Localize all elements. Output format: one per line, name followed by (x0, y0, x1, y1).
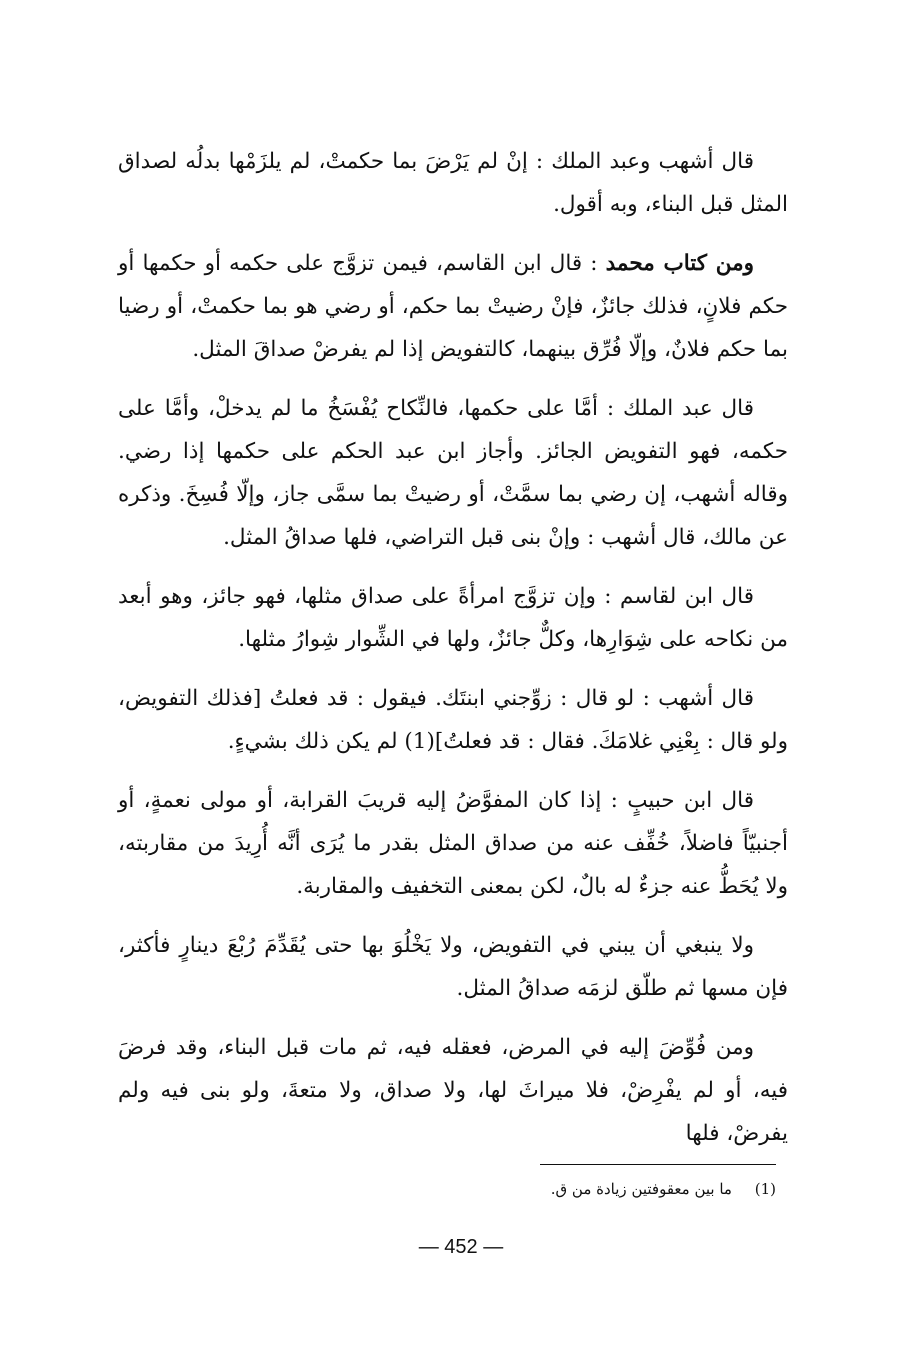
paragraph-8-text: ومن فُوِّضَ إليه في المرض، فعقله فيه، ثم مات قبل البناء، وقد فرضَ فيه، أو لم يفْرِضْ، فلا ميراثَ لها، ولا صداق، ولا متعةَ، ولو بنى فيه ولم يفرضْ، فلها (118, 1035, 788, 1146)
paragraph-4 (118, 575, 788, 661)
page-number: — 452 — (418, 1236, 504, 1258)
paragraph-2 (118, 242, 788, 371)
footnote-divider (540, 1164, 776, 1165)
footnote-number: (1) (754, 1180, 776, 1198)
footnote (420, 1176, 776, 1202)
paragraph-5 (118, 677, 788, 763)
paragraph-7 (118, 924, 788, 1010)
paragraph-2-text: : قال ابن القاسم، فيمن تزوَّج على حكمه أو حكمها أو حكم فلانٍ، فذلك جائزٌ، فإنْ رضيتْ بما حكم، أو رضي هو بما حكمتْ، أو رضيا بما حكم فلانٌ، وإلّا فُرِّق بينهما، كالتفويض إذا لم يفرضْ صداقَ المثل. (118, 251, 788, 362)
paragraph-4-text: قال ابن لقاسم : وإن تزوَّج امرأةً على صداق مثلها، فهو جائز، وهو أبعد من نكاحه على شِوَارِها، وكلٌّ جائزٌ، ولها في الشِّوار شِوارُ مثلها. (118, 584, 788, 652)
footnote-text: ما بين معقوفتين زيادة من ق. (550, 1180, 732, 1198)
paragraph-6-text: قال ابن حبيبٍ : إذا كان المفوَّضُ إليه قريبَ القرابة، أو مولى نعمةٍ، أو أجنبيّاً فاضلاً، خُفِّف عنه من صداق المثل بقدر ما يُرَى أنَّه أُرِيدَ من مقاربته، ولا يُحَطُّ عنه جزءٌ له بالٌ، لكن بمعنى التخفيف والمقاربة. (118, 788, 788, 899)
paragraph-8 (118, 1026, 788, 1155)
paragraph-3-text: قال عبد الملك : أمَّا على حكمها، فالنِّكاح يُفْسَخُ ما لم يدخلْ، وأمَّا على حكمه، فهو التفويض الجائز. وأجاز ابن عبد الحكم على حكمها إذا رضي. وقاله أشهب، إن رضي بما سمَّتْ، أو رضيتْ بما سمَّى جاز، وإلّا فُسِخَ. وذكره عن مالك، قال أشهب : وإنْ بنى قبل التراضي، فلها صداقُ المثل. (118, 396, 788, 550)
paragraph-2-bold-lead: ومن كتاب محمد (605, 251, 754, 276)
paragraph-1-text: قال أشهب وعبد الملك : إنْ لم يَرْضَ بما حكمتْ، لم يلزَمْها بدلُه لصداق المثل قبل البناء، وبه أقول. (118, 149, 788, 217)
paragraph-3 (118, 387, 788, 559)
paragraph-6 (118, 779, 788, 908)
paragraph-5-text: قال أشهب : لو قال : زوِّجني ابنتَك. فيقول : قد فعلتُ [فذلك التفويض، ولو قال : بِعْنِي غلامَكَ. فقال : قد فعلتُ](1) لم يكن ذلك بشيءٍ. (118, 686, 788, 754)
paragraph-1 (118, 140, 788, 226)
main-text (118, 140, 788, 1171)
paragraph-7-text: ولا ينبغي أن يبني في التفويض، ولا يَخْلُوَ بها حتى يُقَدِّمَ رُبْعَ دينارٍ فأكثر، فإن مسها ثم طلّق لزمَه صداقُ المثل. (118, 933, 788, 1001)
